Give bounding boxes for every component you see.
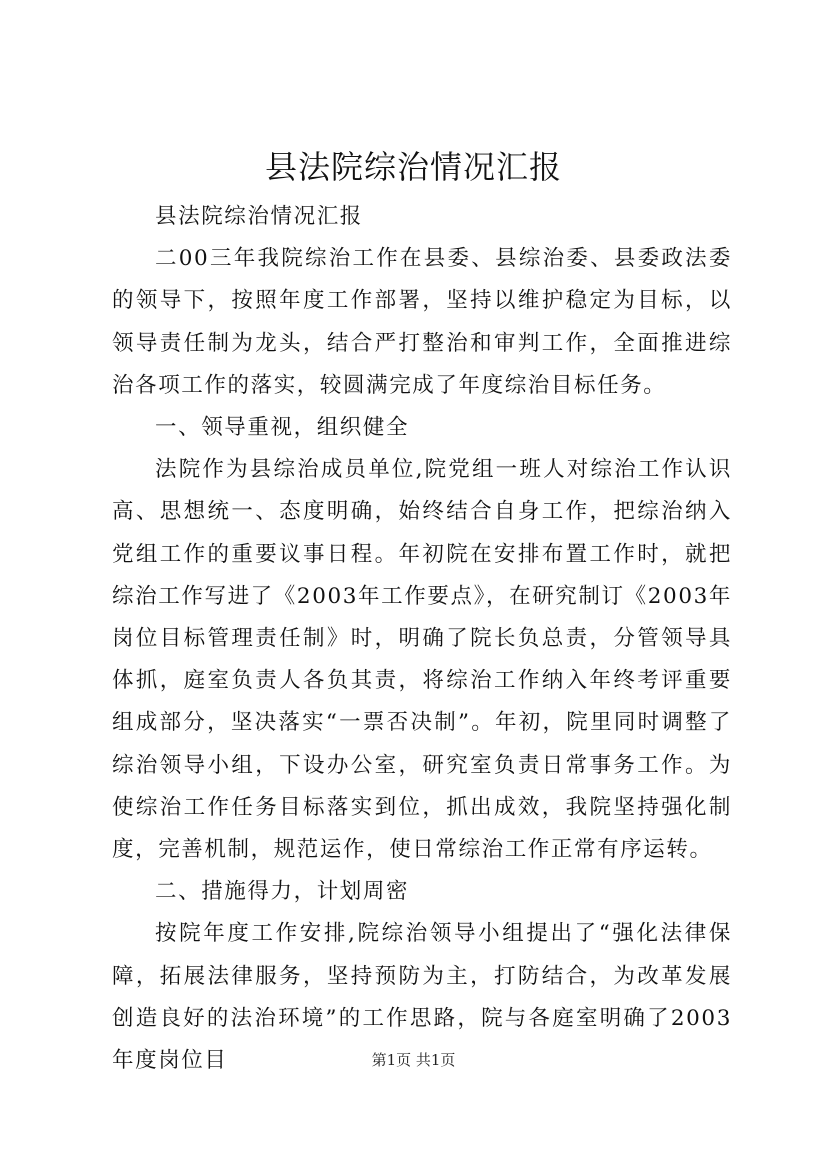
document-body xyxy=(112,196,732,1082)
page-footer: 第1页 共1页 xyxy=(371,1051,456,1069)
section-heading-2: 二、措施得力，计划周密 xyxy=(155,879,410,905)
paragraph-intro: 二00三年我院综治工作在县委、县综治委、县委政法委的领导下，按照年度工作部署，坚持以维护稳定为目标，以领导责任制为龙头，结合严打整治和审判工作，全面推进综治各项工作的落实，较圆满完成了年度综治目标任务。 xyxy=(112,246,732,398)
section-heading-1: 一、领导重视，组织健全 xyxy=(155,415,410,441)
document-title: 县法院综治情况汇报 xyxy=(264,148,562,186)
paragraph-subtitle: 县法院综治情况汇报 xyxy=(155,204,363,229)
paragraph-section-2: 按院年度工作安排,院综治领导小组提出了“强化法律保障，拓展法律服务，坚持预防为主，打防结合，为改革发展创造良好的法治环境”的工作思路，院与各庭室明确了2003年度岗位目 xyxy=(112,921,732,1074)
paragraph-section-1: 法院作为县综治成员单位,院党组一班人对综治工作认识高、思想统一、态度明确，始终结合自身工作，把综治纳入党组工作的重要议事日程。年初院在安排布置工作时，就把综治工作写进了《2003年工作要点》，在研究制订《2003年岗位目标管理责任制》时，明确了院长负总责，分管领导具体抓，庭室负责人各负其责，将综治工作纳入年终考评重要组成部分，坚决落实“一票否决制”。年初，院里同时调整了综治领导小组，下设办公室，研究室负责日常事务工作。为使综治工作任务目标落实到位，抓出成效，我院坚持强化制度，完善机制，规范运作，使日常综治工作正常有序运转。 xyxy=(112,457,732,863)
